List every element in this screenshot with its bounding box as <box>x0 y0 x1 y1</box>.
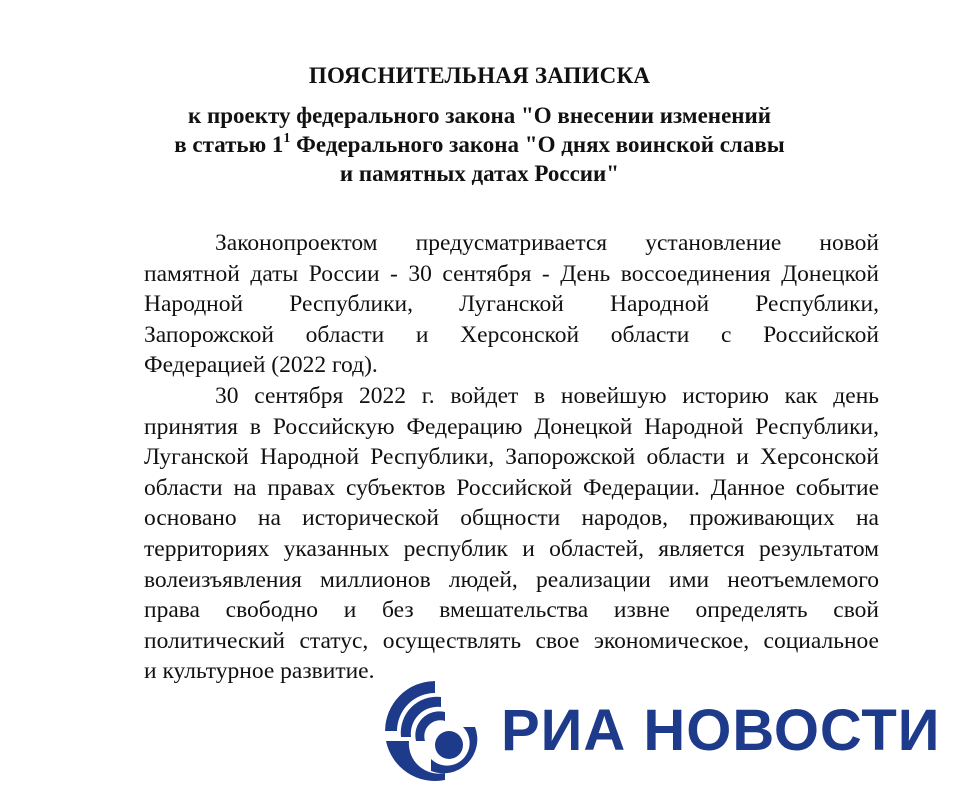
paragraph-line: Народной Республики, Луганской Народной Республики, <box>144 291 879 318</box>
subtitle-superscript: 1 <box>283 131 291 147</box>
ria-globe-logo-icon <box>383 679 487 783</box>
document-body <box>73 228 879 687</box>
document-subtitle <box>0 101 959 188</box>
paragraph-line: Законопроектом предусматривается установление новой <box>215 230 879 256</box>
subtitle-line-2 <box>0 130 959 159</box>
subtitle-line-2-end: Федерального закона "О днях воинской славы <box>290 132 785 157</box>
paragraph-line: и культурное развитие. <box>144 658 375 685</box>
paragraph-line: памятной даты России - 30 сентября - День воссоединения Донецкой <box>144 260 879 287</box>
subtitle-line-2-start: в статью 1 <box>174 132 284 157</box>
ria-novosti-wordmark: РИА НОВОСТИ <box>501 698 941 763</box>
paragraph-line: права свободно и без вмешательства извне определять свой <box>144 597 879 624</box>
paragraph-line: основано на исторической общности народов, проживающих на <box>144 505 879 532</box>
paragraph-line: области на правах субъектов Российской Федерации. Данное событие <box>144 474 879 501</box>
paragraph-line: Запорожской области и Херсонской области с Российской <box>144 321 879 348</box>
paragraph-line: территориях указанных республик и областей, является результатом <box>144 535 879 562</box>
paragraph-line: 30 сентября 2022 г. войдет в новейшую историю как день <box>215 382 879 409</box>
paragraph-2 <box>73 381 879 687</box>
paragraph-line: принятия в Российскую Федерацию Донецкой Народной Республики, <box>144 413 879 440</box>
document-title: ПОЯСНИТЕЛЬНАЯ ЗАПИСКА <box>308 63 651 88</box>
paragraph-1 <box>73 228 879 381</box>
paragraph-line: политический статус, осуществлять свое экономическое, социальное <box>144 627 879 654</box>
paragraph-line: Федерацией (2022 год). <box>144 352 378 379</box>
paragraph-line: Луганской Народной Республики, Запорожской области и Херсонской <box>144 444 879 471</box>
paragraph-line: волеизъявления миллионов людей, реализации ими неотъемлемого <box>144 566 879 593</box>
ria-novosti-watermark <box>383 679 943 783</box>
subtitle-line-1: к проекту федерального закона "О внесении изменений <box>187 103 772 128</box>
subtitle-line-3: и памятных датах России" <box>339 161 620 186</box>
